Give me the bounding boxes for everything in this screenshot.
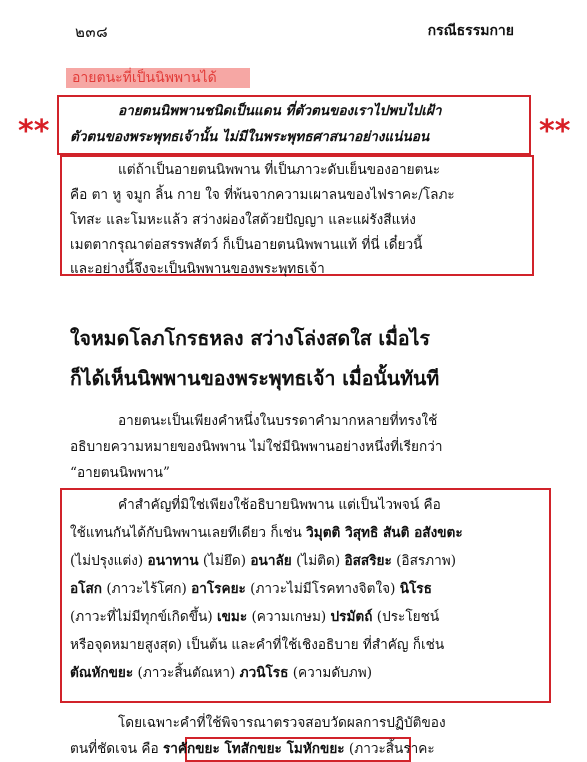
definition-line-4: เมตตากรุณาต่อสรรพสัตว์ ก็เป็นอายตนนิพพานแท้ ที่นี่ เดี๋ยวนี้ bbox=[70, 237, 423, 253]
paragraph-2-line-1: โดยเฉพาะคำที่ใช้พิจารณาตรวจสอบวัดผลการปฏิบัติของ bbox=[118, 715, 446, 731]
right-star-marker: ** bbox=[539, 114, 571, 149]
section-heading-line-1: ใจหมดโลภโกรธหลง สว่างโล่งสดใส เมื่อไร bbox=[70, 327, 430, 350]
paragraph-1-line-1: อายตนะเป็นเพียงคำหนึ่งในบรรดาคำมากหลายที่ทรงใช้ bbox=[118, 413, 438, 429]
definition-line-2: คือ ตา หู จมูก ลิ้น กาย ใจ ที่พ้นจากความเผาลนของไฟราคะ/โลภะ bbox=[70, 187, 455, 203]
highlighted-section-label: อายตนะที่เป็นนิพพานได้ bbox=[66, 68, 250, 88]
statement-line-1: อายตนนิพพานชนิดเป็นแดน ที่ตัวตนของเราไปพบไปเฝ้า bbox=[118, 103, 442, 119]
left-star-marker: ** bbox=[18, 114, 50, 149]
definition-line-3: โทสะ และโมหะแล้ว สว่างผ่องใสด้วยปัญญา และแผ่รังสีแห่ง bbox=[70, 212, 416, 228]
synonyms-line-7: ตัณหักขยะ (ภาวะสิ้นตัณหา) ภวนิโรธ (ความดับภพ) bbox=[70, 665, 373, 681]
synonyms-line-3: (ไม่ปรุงแต่ง) อนาทาน (ไม่ยึด) อนาลัย (ไม่ติด) อิสสริยะ (อิสรภาพ) bbox=[70, 553, 457, 569]
book-title: กรณีธรรมกาย bbox=[427, 23, 514, 39]
paragraph-1-line-2: อธิบายความหมายของนิพพาน ไม่ใช่มีนิพพานอย่างหนึ่งที่เรียกว่า bbox=[70, 439, 443, 455]
paragraph-2-line-2: ตนที่ชัดเจน คือ ราคักขยะ โทสักขยะ โมหักขยะ (ภาวะสิ้นราคะ bbox=[70, 741, 435, 757]
page-number: ๒๓๘ bbox=[75, 23, 109, 41]
synonyms-line-6: หรือจุดหมายสูงสุด) เป็นต้น และคำที่ใช้เชิงอธิบาย ที่สำคัญ ก็เช่น bbox=[70, 637, 445, 653]
section-heading-line-2: ก็ได้เห็นนิพพานของพระพุทธเจ้า เมื่อนั้นทันที bbox=[70, 367, 440, 390]
statement-line-2: ตัวตนของพระพุทธเจ้านั้น ไม่มีในพระพุทธศาสนาอย่างแน่นอน bbox=[70, 129, 430, 145]
synonyms-line-1: คำสำคัญที่มิใช่เพียงใช้อธิบายนิพพาน แต่เป็นไวพจน์ คือ bbox=[118, 497, 441, 513]
synonyms-line-4: อโสก (ภาวะไร้โศก) อาโรคยะ (ภาวะไม่มีโรคทางจิตใจ) นิโรธ bbox=[70, 581, 432, 597]
synonyms-line-2: ใช้แทนกันได้กับนิพพานเลยทีเดียว ก็เช่น วิมุตติ วิสุทธิ สันติ อสังขตะ bbox=[70, 525, 463, 541]
definition-line-5: และอย่างนี้จึงจะเป็นนิพพานของพระพุทธเจ้า bbox=[70, 261, 325, 277]
definition-line-1: แต่ถ้าเป็นอายตนนิพพาน ที่เป็นภาวะดับเย็นของอายตนะ bbox=[118, 162, 441, 178]
paragraph-1-line-3: “อายตนนิพพาน” bbox=[70, 465, 170, 481]
synonyms-line-5: (ภาวะที่ไม่มีทุกข์เกิดขึ้น) เขมะ (ความเกษม) ปรมัตถ์ (ประโยชน์ bbox=[70, 609, 440, 625]
